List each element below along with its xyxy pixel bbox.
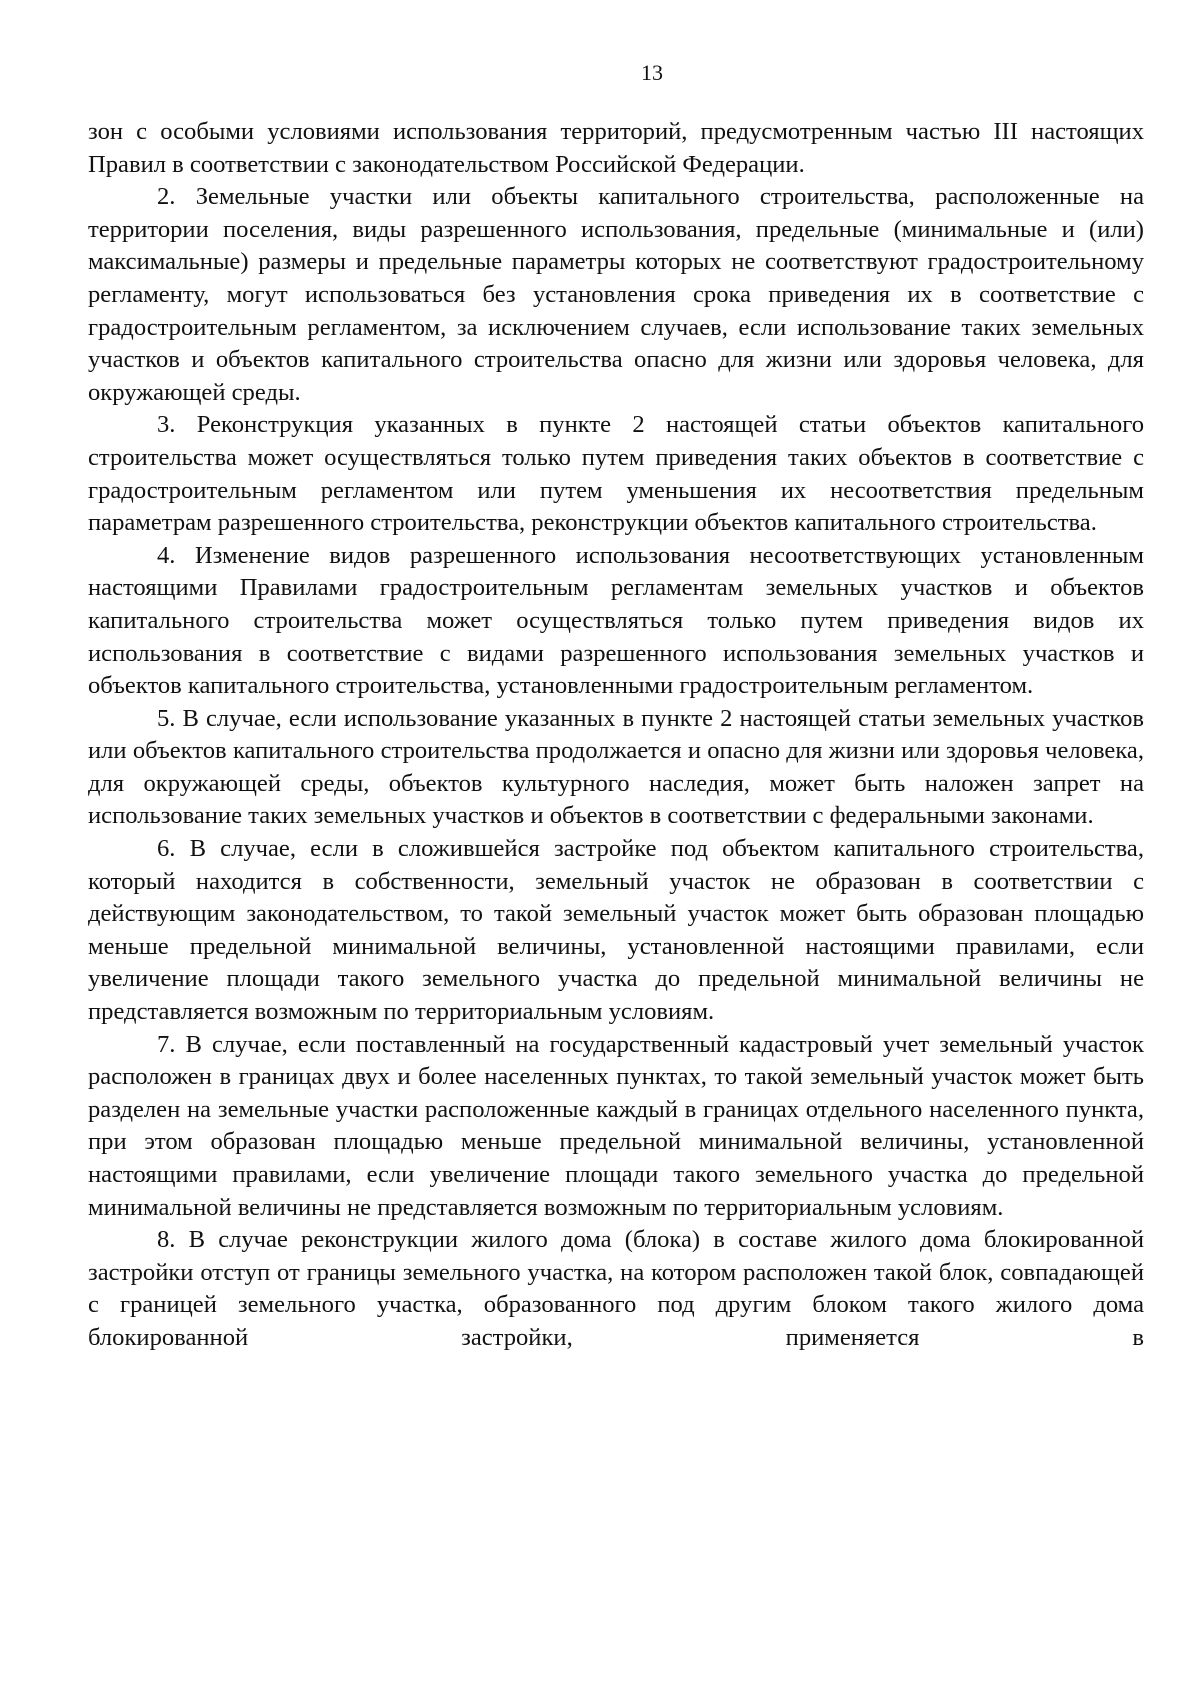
paragraph-item-3: 3. Реконструкция указанных в пункте 2 настоящей статьи объектов капитального строительства может осуществляться только путем приведения таких объектов в соответствие с градостроительным регламентом или путем уменьшения их несоответствия предельным параметрам разрешенного строительства, реконструкции объектов капитального строительства. (88, 411, 1144, 537)
paragraph-item-2: 2. Земельные участки или объекты капитального строительства, расположенные на территории поселения, виды разрешенного использования, предельные (минимальные и (или) максимальные) размеры и предельные параметры которых не соответствуют градостроительному регламенту, могут использоваться без установления срока приведения их в соответствие с градостроительным регламентом, за исключением случаев, если использование таких земельных участков и объектов капитального строительства опасно для жизни или здоровья человека, для окружающей среды. (88, 183, 1144, 406)
paragraph-item-4: 4. Изменение видов разрешенного использования несоответствующих установленным настоящими Правилами градостроительным регламентам земельных участков и объектов капитального строительства может осуществляться только путем приведения видов их использования в соответствие с видами разрешенного использования земельных участков и объектов капитального строительства, установленными градостроительным регламентом. (88, 541, 1144, 700)
paragraph-item-6: 6. В случае, если в сложившейся застройке под объектом капитального строительства, который находится в собственности, земельный участок не образован в соответствии с действующим законодательством, то такой земельный участок может быть образован площадью меньше предельной минимальной величины, установленной настоящими правилами, если увеличение площади такого земельного участка до предельной минимальной величины не представляется возможным по территориальным условиям. (88, 835, 1144, 1026)
document-body (88, 116, 1144, 1355)
paragraph-item-8: 8. В случае реконструкции жилого дома (блока) в составе жилого дома блокированной застройки отступ от границы земельного участка, на котором расположен такой блок, совпадающей с границей земельного участка, образованного под другим блоком такого жилого дома блокированной застройки, применяется в (88, 1226, 1144, 1351)
paragraph-item-7: 7. В случае, если поставленный на государственный кадастровый учет земельный участок расположен в границах двух и более населенных пунктах, то такой земельный участок может быть разделен на земельные участки расположенные каждый в границах отдельного населенного пункта, при этом образован площадью меньше предельной минимальной величины, установленной настоящими правилами, если увеличение площади такого земельного участка до предельной минимальной величины не представляется возможным по территориальным условиям. (88, 1030, 1144, 1221)
page-number: 13 (641, 60, 663, 85)
paragraph-continuation: зон с особыми условиями использования территорий, предусмотренным частью III настоящих Правил в соответствии с законодательством Российской Федерации. (88, 118, 1144, 178)
paragraph-item-5: 5. В случае, если использование указанных в пункте 2 настоящей статьи земельных участков или объектов капитального строительства продолжается и опасно для жизни или здоровья человека, для окружающей среды, объектов культурного наследия, может быть наложен запрет на использование таких земельных участков и объектов в соответствии с федеральными законами. (88, 704, 1144, 830)
